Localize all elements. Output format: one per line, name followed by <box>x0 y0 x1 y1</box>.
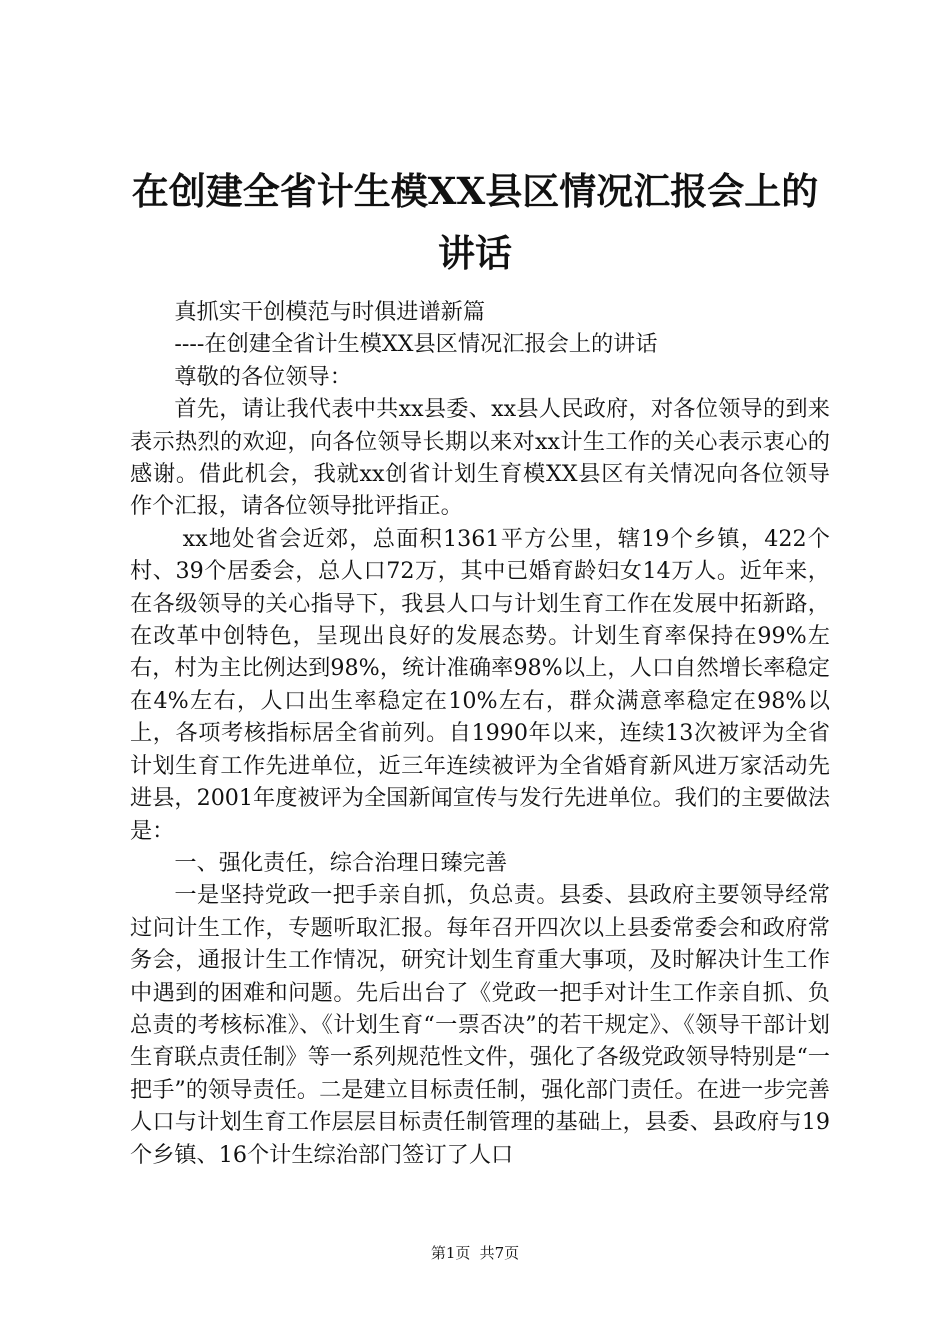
body-paragraph: xx地处省会近郊，总面积1361平方公里，辖19个乡镇，422个村、39个居委会，总人口72万，其中已婚育龄妇女14万人。近年来，在各级领导的关心指导下，我县人口与计划生育工作在发展中拓新路，在改革中创特色，呈现出良好的发展态势。计划生育率保持在99%左右，村为主比例达到98%，统计准确率98%以上，人口自然增长率稳定在4%左右，人口出生率稳定在10%左右，群众满意率稳定在98%以上，各项考核指标居全省前列。自1990年以来，连续13次被评为全省计划生育工作先进单位，近三年连续被评为全省婚育新风进万家活动先进县，2001年度被评为全国新闻宣传与发行先进单位。我们的主要做法是： <box>130 525 830 844</box>
document-title: 在创建全省计生模XX县区情况汇报会上的讲话 <box>131 169 819 275</box>
page-number-footer: 第1页 共7页 <box>430 1244 520 1262</box>
subtitle-heading: 真抓实干创模范与时俱进谱新篇 <box>174 299 486 325</box>
salutation: 尊敬的各位领导： <box>174 363 352 390</box>
subtitle-speech-note: ----在创建全省计生模XX县区情况汇报会上的讲话 <box>174 331 658 358</box>
document-body <box>130 296 830 1171</box>
body-paragraph: 一是坚持党政一把手亲自抓，负总责。县委、县政府主要领导经常过问计生工作，专题听取汇报。每年召开四次以上县委常委会和政府常务会，通报计生工作情况，研究计划生育重大事项，及时解决计生工作中遇到的困难和问题。先后出台了《党政一把手对计生工作亲自抓、负总责的考核标准》、《计划生育“一票否决”的若干规定》、《领导干部计划生育联点责任制》等一系列规范性文件，强化了各级党政领导特别是“一把手”的领导责任。二是建立目标责任制，强化部门责任。在进一步完善人口与计划生育工作层层目标责任制管理的基础上，县委、县政府与19个乡镇、16个计生综治部门签订了人口 <box>130 882 830 1168</box>
body-paragraph: 首先，请让我代表中共xx县委、xx县人民政府，对各位领导的到来表示热烈的欢迎，向各位领导长期以来对xx计生工作的关心表示衷心的感谢。借此机会，我就xx创省计划生育模XX县区有关情况向各位领导作个汇报，请各位领导批评指正。 <box>130 396 830 520</box>
section-heading: 一、强化责任，综合治理日臻完善 <box>174 849 508 876</box>
